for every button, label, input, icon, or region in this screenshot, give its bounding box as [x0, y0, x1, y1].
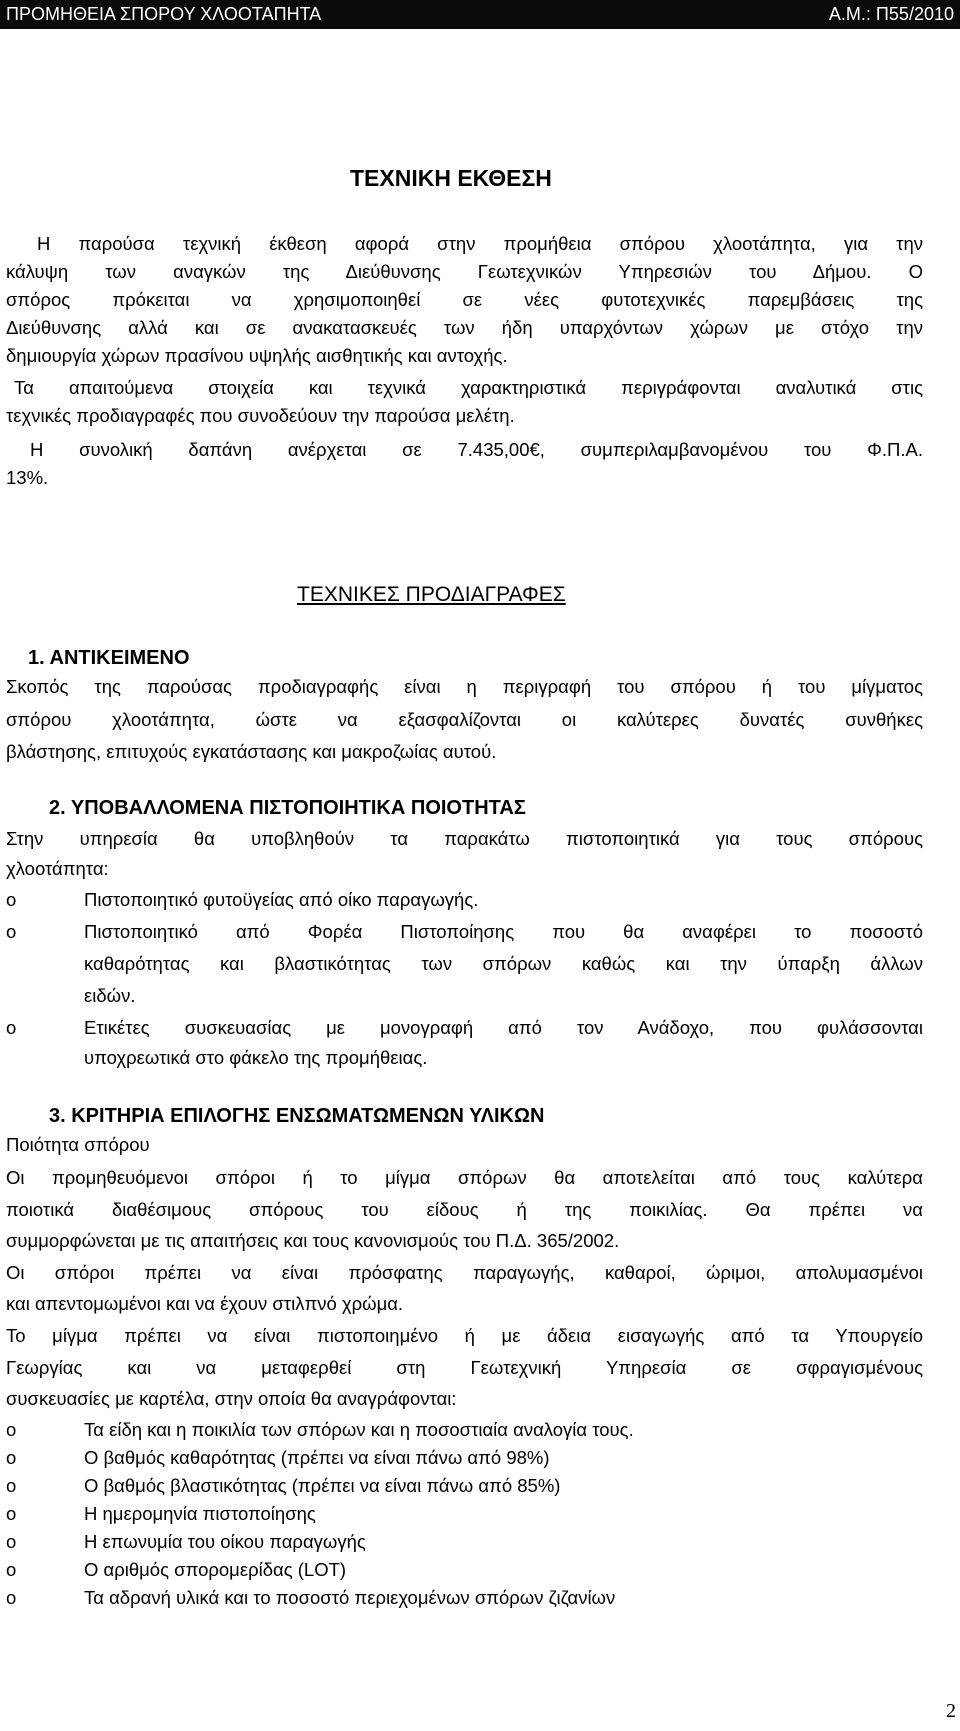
section-3-heading: 3. ΚΡΙΤΗΡΙΑ ΕΠΙΛΟΓΗΣ ΕΝΣΩΜΑΤΩΜΕΝΩΝ ΥΛΙΚΩΝ [49, 1105, 545, 1127]
section-3-line: συμμορφώνεται με τις απαιτήσεις και τους κανονισμούς του Π.Δ. 365/2002. [6, 1230, 620, 1251]
bullet-marker: o [6, 1559, 17, 1580]
header-title: ΠΡΟΜΗΘΕΙΑ ΣΠΟΡΟΥ ΧΛΟΟΤΑΠΗΤΑ [6, 4, 322, 24]
section-1-line: σπόρου χλοοτάπητα, ώστε να εξασφαλίζονται οι καλύτερες δυνατές συνθήκες [6, 709, 923, 730]
paragraph-line: Τα απαιτούμενα στοιχεία και τεχνικά χαρακτηριστικά περιγράφονται αναλυτικά στις [14, 377, 923, 398]
bullet-marker: o [6, 1531, 17, 1552]
technical-specifications-title: ΤΕΧΝΙΚΕΣ ΠΡΟΔΙΑΓΡΑΦΕΣ [297, 583, 566, 606]
section-3-line: συσκευασίες με καρτέλα, στην οποία θα αναγράφονται: [6, 1388, 457, 1409]
section-3-line: και απεντομωμένοι και να έχουν στιλπνό χρώμα. [6, 1293, 404, 1314]
section-3-line: Το μίγμα πρέπει να είναι πιστοποιημένο ή με άδεια εισαγωγής από τα Υπουργείο [6, 1325, 923, 1346]
label-item: Η επωνυμία του οίκου παραγωγής [84, 1531, 366, 1552]
bullet-marker: o [6, 889, 17, 910]
bullet-text: καθαρότητας και βλαστικότητας των σπόρων καθώς και την ύπαρξη άλλων [84, 953, 923, 974]
cost-line: 13%. [6, 467, 49, 488]
bullet-marker: o [6, 921, 17, 942]
paragraph-line: τεχνικές προδιαγραφές που συνοδεύουν την παρούσα μελέτη. [6, 405, 515, 426]
header-reference-number: Α.Μ.: Π55/2010 [828, 4, 954, 24]
section-3-line: Οι σπόροι πρέπει να είναι πρόσφατης παραγωγής, καθαροί, ώριμοι, απολυμασμένοι [6, 1262, 923, 1283]
label-item: Ο βαθμός βλαστικότητας (πρέπει να είναι πάνω από 85%) [84, 1475, 561, 1496]
section-1-heading: 1. ΑΝΤΙΚΕΙΜΕΝΟ [28, 647, 190, 669]
label-item: Ο αριθμός σπορομερίδας (LOT) [84, 1559, 347, 1580]
section-3-line: Ποιότητα σπόρου [6, 1134, 150, 1155]
section-3-line: Γεωργίας και να μεταφερθεί στη Γεωτεχνική Υπηρεσία σε σφραγισμένους [6, 1357, 923, 1378]
document-header [0, 0, 960, 29]
bullet-marker: o [6, 1419, 17, 1440]
section-3-line: ποιοτικά διαθέσιμους σπόρους του είδους ή της ποικιλίας. Θα πρέπει να [6, 1199, 923, 1220]
bullet-text: Πιστοποιητικό από Φορέα Πιστοποίησης που θα αναφέρει το ποσοστό [84, 921, 923, 942]
label-item: Τα αδρανή υλικά και το ποσοστό περιεχομένων σπόρων ζιζανίων [84, 1587, 616, 1608]
bullet-marker: o [6, 1447, 17, 1468]
intro-line: σπόρος πρόκειται να χρησιμοποιηθεί σε νέες φυτοτεχνικές παρεμβάσεις της [6, 289, 923, 310]
bullet-text: Πιστοποιητικό φυτοϋγείας από οίκο παραγωγής. [84, 889, 479, 910]
bullet-text: Ετικέτες συσκευασίας με μονογραφή από τον Ανάδοχο, που φυλάσσονται [84, 1017, 923, 1038]
section-2-intro: Στην υπηρεσία θα υποβληθούν τα παρακάτω πιστοποιητικά για τους σπόρους [6, 828, 923, 849]
intro-line: κάλυψη των αναγκών της Διεύθυνσης Γεωτεχνικών Υπηρεσιών του Δήμου. Ο [6, 261, 923, 282]
bullet-marker: o [6, 1017, 17, 1038]
page-number: 2 [946, 1700, 956, 1722]
intro-line: Διεύθυνσης αλλά και σε ανακατασκευές των ήδη υπαρχόντων χώρων με στόχο την [6, 317, 923, 338]
intro-line: Η παρούσα τεχνική έκθεση αφορά στην προμήθεια σπόρου χλοοτάπητα, για την [37, 233, 923, 254]
document-title: ΤΕΧΝΙΚΗ ΕΚΘΕΣΗ [350, 165, 552, 191]
bullet-marker: o [6, 1587, 17, 1608]
label-item: Τα είδη και η ποικιλία των σπόρων και η ποσοστιαία αναλογία τους. [84, 1419, 634, 1440]
section-3-line: Οι προμηθευόμενοι σπόροι ή το μίγμα σπόρων θα αποτελείται από τους καλύτερα [6, 1167, 923, 1188]
bullet-text: υποχρεωτικά στο φάκελο της προμήθειας. [84, 1047, 428, 1068]
section-1-line: βλάστησης, επιτυχούς εγκατάστασης και μακροζωίας αυτού. [6, 741, 497, 762]
bullet-marker: o [6, 1475, 17, 1496]
label-item: Ο βαθμός καθαρότητας (πρέπει να είναι πάνω από 98%) [84, 1447, 550, 1468]
bullet-marker: o [6, 1503, 17, 1524]
section-1-line: Σκοπός της παρούσας προδιαγραφής είναι η περιγραφή του σπόρου ή του μίγματος [6, 676, 923, 697]
section-2-heading: 2. ΥΠΟΒΑΛΛΟΜΕΝΑ ΠΙΣΤΟΠΟΙΗΤΙΚΑ ΠΟΙΟΤΗΤΑΣ [49, 797, 526, 819]
bullet-text: ειδών. [84, 985, 136, 1006]
cost-line: Η συνολική δαπάνη ανέρχεται σε 7.435,00€, συμπεριλαμβανομένου του Φ.Π.Α. [30, 439, 923, 460]
label-item: Η ημερομηνία πιστοποίησης [84, 1503, 316, 1524]
intro-line: δημιουργία χώρων πρασίνου υψηλής αισθητικής και αντοχής. [6, 345, 508, 366]
section-2-intro: χλοοτάπητα: [6, 858, 109, 879]
